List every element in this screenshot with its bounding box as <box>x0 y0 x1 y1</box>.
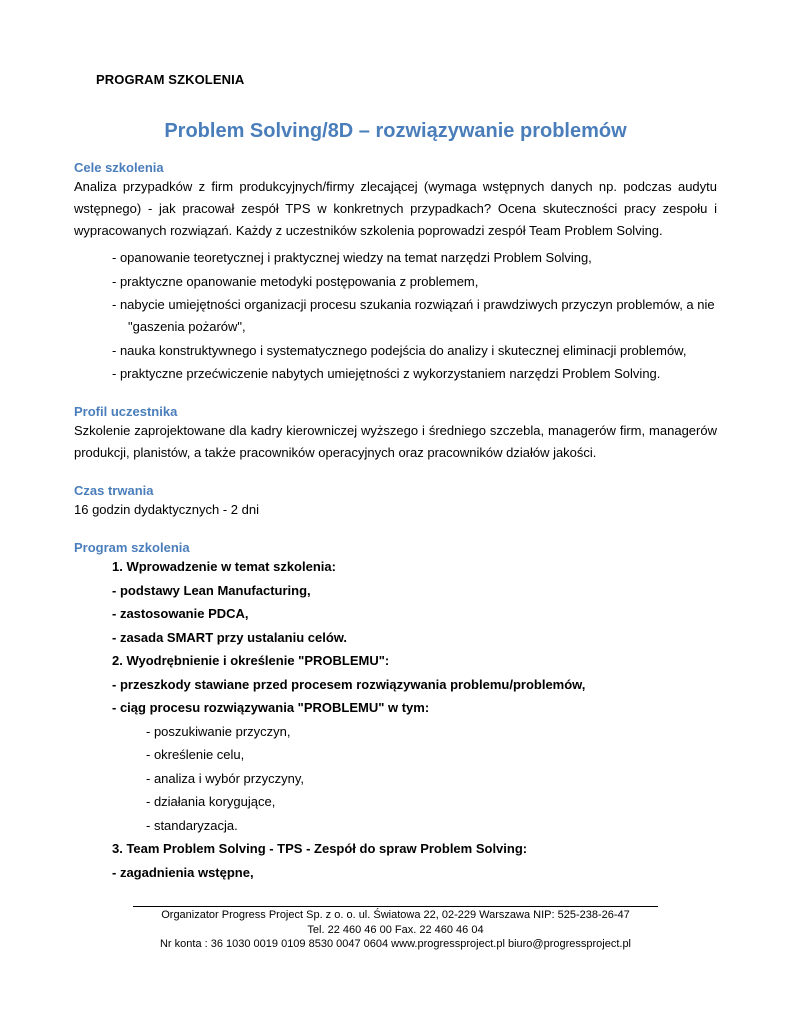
footer <box>0 908 791 952</box>
profile-text: Szkolenie zaprojektowane dla kadry kierowniczej wyższego i średniego szczebla, managerów firm, managerów produkcji, planistów, a także pracowników operacyjnych oraz pracowników działów jakości. <box>74 423 717 460</box>
program-line: 3. Team Problem Solving - TPS - Zespół do spraw Problem Solving: <box>112 841 528 856</box>
goals-item: - praktyczne opanowanie metodyki postępowania z problemem, <box>112 273 479 289</box>
goals-intro <box>74 176 717 242</box>
goals-item: - nauka konstruktywnego i systematycznego podejścia do analizy i skutecznej eliminacji problemów, <box>112 342 687 358</box>
header-label: PROGRAM SZKOLENIA <box>96 72 245 87</box>
program-line: - przeszkody stawiane przed procesem rozwiązywania problemu/problemów, <box>112 676 586 692</box>
program-subline: - poszukiwanie przyczyn, <box>146 723 291 739</box>
footer-phone: Tel. 22 460 46 00 Fax. 22 460 46 04 <box>307 923 484 936</box>
program-list <box>112 557 712 886</box>
program-line: - podstawy Lean Manufacturing, <box>112 582 311 598</box>
goals-item: - praktyczne przećwiczenie nabytych umiejętności z wykorzystaniem narzędzi Problem Solving. <box>112 366 661 381</box>
program-line: - zastosowanie PDCA, <box>112 606 249 621</box>
program-subline: - standaryzacja. <box>146 817 238 833</box>
goals-list <box>112 247 717 387</box>
goals-heading: Cele szkolenia <box>74 160 164 175</box>
footer-divider <box>133 906 658 907</box>
goals-item: - opanowanie teoretycznej i praktycznej wiedzy na temat narzędzi Problem Solving, <box>112 250 592 265</box>
footer-bank-contact: Nr konta : 36 1030 0019 0109 8530 0047 0604 www.progressproject.pl biuro@progressproject.pl <box>159 938 632 950</box>
document-title: Problem Solving/8D – rozwiązywanie problemów <box>164 120 627 142</box>
program-line: - zasada SMART przy ustalaniu celów. <box>112 629 348 645</box>
program-line: - ciąg procesu rozwiązywania "PROBLEMU" w tym: <box>112 700 430 715</box>
program-subline: - analiza i wybór przyczyny, <box>146 770 304 786</box>
program-subline: - określenie celu, <box>146 747 245 762</box>
program-heading: Program szkolenia <box>74 540 190 555</box>
program-line: 2. Wyodrębnienie i określenie "PROBLEMU": <box>112 653 390 668</box>
duration-heading: Czas trwania <box>74 483 154 498</box>
program-line: 1. Wprowadzenie w temat szkolenia: <box>112 559 336 574</box>
profile-heading: Profil uczestnika <box>74 404 178 419</box>
duration-text: 16 godzin dydaktycznych - 2 dni <box>74 502 259 517</box>
goals-item: - nabycie umiejętności organizacji procesu szukania rozwiązań i prawdziwych przyczyn problemów, a nie "gaszenia pożarów", <box>112 297 715 334</box>
program-subline: - działania korygujące, <box>146 794 276 809</box>
goals-intro-text: Analiza przypadków z firm produkcyjnych/firmy zlecającej (wymaga wstępnych danych np. podczas audytu wstępnego) - jak pracował zespół TPS w konkretnych przypadkach? Ocena skuteczności pracy zespołu i wypracowanych rozwiązań. Każdy z uczestników szkolenia poprowadzi zespół Team Problem Solving. <box>74 179 717 238</box>
footer-organizer: Organizator Progress Project Sp. z o. o. ul. Światowa 22, 02-229 Warszawa NIP: 525-238-26-47 <box>161 909 630 921</box>
program-line: - zagadnienia wstępne, <box>112 864 254 880</box>
